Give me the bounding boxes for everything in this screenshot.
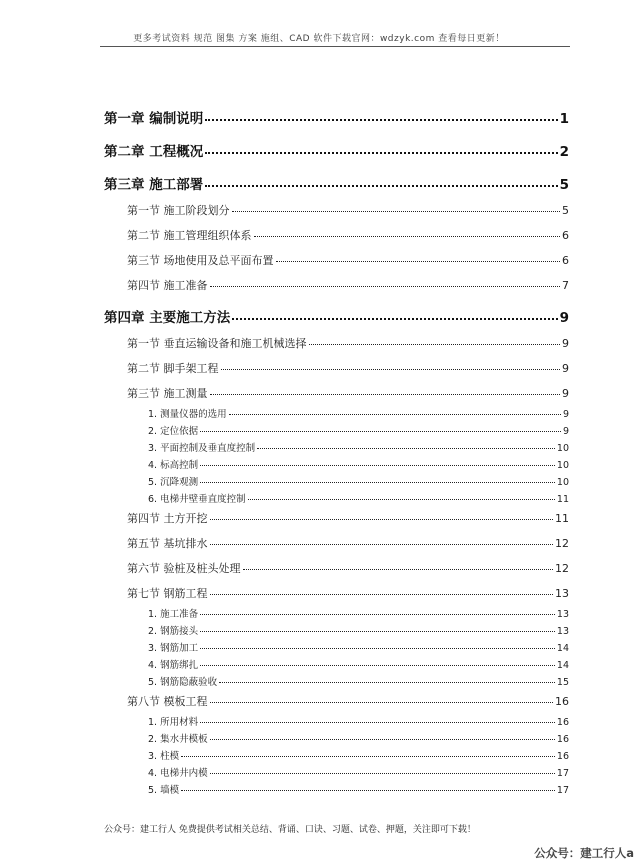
- toc-entry-section[interactable]: [127, 335, 569, 351]
- toc-entry-label: 第六节 验桩及桩头处理: [127, 562, 241, 575]
- toc-entry-page: 15: [556, 677, 569, 688]
- toc-entry-sub[interactable]: [148, 657, 569, 671]
- toc-entry-label: 3. 平面控制及垂直度控制: [148, 443, 256, 454]
- toc-entry-label: 1. 测量仪器的选用: [148, 409, 227, 420]
- toc-entry-sub[interactable]: [148, 782, 569, 796]
- toc-entry-page: 5: [562, 204, 569, 217]
- dot-leader: [205, 176, 557, 190]
- toc-entry-page: 12: [555, 537, 569, 550]
- toc-entry-label: 5. 钢筋隐蔽验收: [148, 677, 218, 688]
- dot-leader: [210, 511, 554, 522]
- toc-entry-sub[interactable]: [148, 606, 569, 620]
- dot-leader: [243, 561, 554, 572]
- dot-leader: [200, 476, 555, 486]
- dot-leader: [200, 642, 555, 652]
- toc-entry-sub[interactable]: [148, 491, 569, 505]
- toc-entry-page: 16: [556, 734, 569, 745]
- toc-entry-sub[interactable]: [148, 674, 569, 688]
- dot-leader: [181, 750, 555, 760]
- toc-entry-page: 12: [555, 562, 569, 575]
- toc-entry-sub[interactable]: [148, 406, 569, 420]
- toc-entry-label: 4. 标高控制: [148, 460, 199, 471]
- toc-entry-sub[interactable]: [148, 474, 569, 488]
- dot-leader: [232, 309, 557, 323]
- dot-leader: [200, 608, 555, 618]
- toc-entry-sub[interactable]: [148, 748, 569, 762]
- toc-entry-page: 10: [556, 477, 569, 488]
- toc-entry-label: 第三章 施工部署: [104, 177, 204, 193]
- dot-leader: [221, 361, 561, 372]
- dot-leader: [210, 694, 554, 705]
- toc-entry-label: 第四章 主要施工方法: [104, 310, 231, 326]
- dot-leader: [219, 676, 555, 686]
- toc-entry-page: 14: [556, 643, 569, 654]
- toc-entry-section[interactable]: [127, 535, 569, 551]
- dot-leader: [200, 459, 555, 469]
- toc-entry-label: 第二节 施工管理组织体系: [127, 229, 252, 242]
- toc-entry-page: 2: [559, 144, 569, 160]
- toc-entry-page: 14: [556, 660, 569, 671]
- toc-entry-label: 第四节 施工准备: [127, 279, 208, 292]
- toc-entry-chapter[interactable]: [104, 173, 569, 193]
- toc-entry-label: 2. 集水井模板: [148, 734, 208, 745]
- toc-entry-label: 1. 所用材料: [148, 717, 199, 728]
- dot-leader: [257, 442, 555, 452]
- toc-entry-label: 6. 电梯井壁垂直度控制: [148, 494, 246, 505]
- toc-entry-page: 9: [562, 409, 569, 420]
- toc-entry-label: 第一节 施工阶段划分: [127, 204, 230, 217]
- toc-entry-label: 4. 钢筋绑扎: [148, 660, 199, 671]
- toc-entry-label: 第五节 基坑排水: [127, 537, 208, 550]
- toc-entry-section[interactable]: [127, 560, 569, 576]
- toc-entry-label: 第三节 场地使用及总平面布置: [127, 254, 274, 267]
- toc-entry-page: 6: [562, 254, 569, 267]
- dot-leader: [205, 143, 557, 157]
- toc-entry-page: 9: [562, 387, 569, 400]
- toc-entry-label: 2. 定位依据: [148, 426, 199, 437]
- toc-entry-page: 9: [562, 337, 569, 350]
- toc-entry-label: 第八节 模板工程: [127, 695, 208, 708]
- dot-leader: [210, 586, 554, 597]
- toc-entry-page: 13: [556, 626, 569, 637]
- toc-entry-label: 5. 墙模: [148, 785, 180, 796]
- toc-entry-label: 1. 施工准备: [148, 609, 199, 620]
- toc-entry-sub[interactable]: [148, 423, 569, 437]
- toc-entry-label: 3. 柱模: [148, 751, 180, 762]
- toc-entry-sub[interactable]: [148, 457, 569, 471]
- toc-entry-page: 10: [556, 460, 569, 471]
- toc-entry-section[interactable]: [127, 202, 569, 218]
- toc-entry-chapter[interactable]: [104, 306, 569, 326]
- page-footer: 公众号：建工行人 免费提供考试相关总结、背诵、口诀、习题、试卷、押题，关注即可下载！: [104, 825, 476, 835]
- toc-entry-label: 第二章 工程概况: [104, 144, 204, 160]
- dot-leader: [181, 784, 555, 794]
- toc-entry-section[interactable]: [127, 510, 569, 526]
- dot-leader: [200, 659, 555, 669]
- dot-leader: [229, 408, 561, 418]
- dot-leader: [309, 336, 561, 347]
- dot-leader: [276, 253, 561, 264]
- toc-entry-section[interactable]: [127, 360, 569, 376]
- toc-entry-page: 17: [556, 785, 569, 796]
- toc-entry-label: 第七节 钢筋工程: [127, 587, 208, 600]
- toc-entry-chapter[interactable]: [104, 107, 569, 127]
- toc-entry-page: 10: [556, 443, 569, 454]
- dot-leader: [210, 386, 561, 397]
- toc-entry-page: 11: [556, 494, 569, 505]
- toc-entry-page: 16: [555, 695, 569, 708]
- toc-entry-label: 3. 钢筋加工: [148, 643, 199, 654]
- toc-entry-page: 13: [556, 609, 569, 620]
- toc-entry-label: 第二节 脚手架工程: [127, 362, 219, 375]
- toc-entry-label: 第一节 垂直运输设备和施工机械选择: [127, 337, 307, 350]
- toc-entry-label: 第四节 土方开挖: [127, 512, 208, 525]
- toc-entry-section[interactable]: [127, 693, 569, 709]
- toc-entry-page: 16: [556, 751, 569, 762]
- toc-entry-page: 13: [555, 587, 569, 600]
- dot-leader: [205, 110, 557, 124]
- dot-leader: [200, 425, 561, 435]
- toc-entry-page: 11: [555, 512, 569, 525]
- toc-entry-sub[interactable]: [148, 640, 569, 654]
- toc-entry-label: 第一章 编制说明: [104, 111, 204, 127]
- toc-entry-label: 5. 沉降观测: [148, 477, 199, 488]
- toc-entry-page: 5: [559, 177, 569, 193]
- dot-leader: [254, 228, 561, 239]
- toc-entry-chapter[interactable]: [104, 140, 569, 160]
- toc-entry-section[interactable]: [127, 385, 569, 401]
- toc-entry-label: 第三节 施工测量: [127, 387, 208, 400]
- toc-entry-sub[interactable]: [148, 440, 569, 454]
- dot-leader: [210, 767, 555, 777]
- toc-entry-section[interactable]: [127, 227, 569, 243]
- dot-leader: [200, 625, 555, 635]
- toc-entry-label: 4. 电梯井内模: [148, 768, 208, 779]
- toc-entry-section[interactable]: [127, 585, 569, 601]
- watermark-label: 公众号：建工行人a: [534, 846, 634, 860]
- toc-entry-page: 17: [556, 768, 569, 779]
- dot-leader: [210, 536, 554, 547]
- toc-entry-page: 7: [562, 279, 569, 292]
- dot-leader: [210, 733, 555, 743]
- toc-entry-sub[interactable]: [148, 623, 569, 637]
- toc-entry-section[interactable]: [127, 252, 569, 268]
- dot-leader: [210, 278, 561, 289]
- toc-entry-page: 9: [562, 426, 569, 437]
- toc-entry-page: 6: [562, 229, 569, 242]
- toc-entry-label: 2. 钢筋接头: [148, 626, 199, 637]
- page-header: 更多考试资料 规范 图集 方案 施组、CAD 软件下载官网：wdzyk.com 查看每日更新！: [133, 34, 505, 44]
- toc-entry-section[interactable]: [127, 277, 569, 293]
- toc-entry-sub[interactable]: [148, 714, 569, 728]
- toc-entry-page: 9: [559, 310, 569, 326]
- dot-leader: [248, 493, 555, 503]
- toc-entry-page: 1: [559, 111, 569, 127]
- toc-entry-sub[interactable]: [148, 765, 569, 779]
- toc-entry-page: 9: [562, 362, 569, 375]
- toc-entry-page: 16: [556, 717, 569, 728]
- dot-leader: [200, 716, 555, 726]
- toc-entry-sub[interactable]: [148, 731, 569, 745]
- dot-leader: [232, 203, 561, 214]
